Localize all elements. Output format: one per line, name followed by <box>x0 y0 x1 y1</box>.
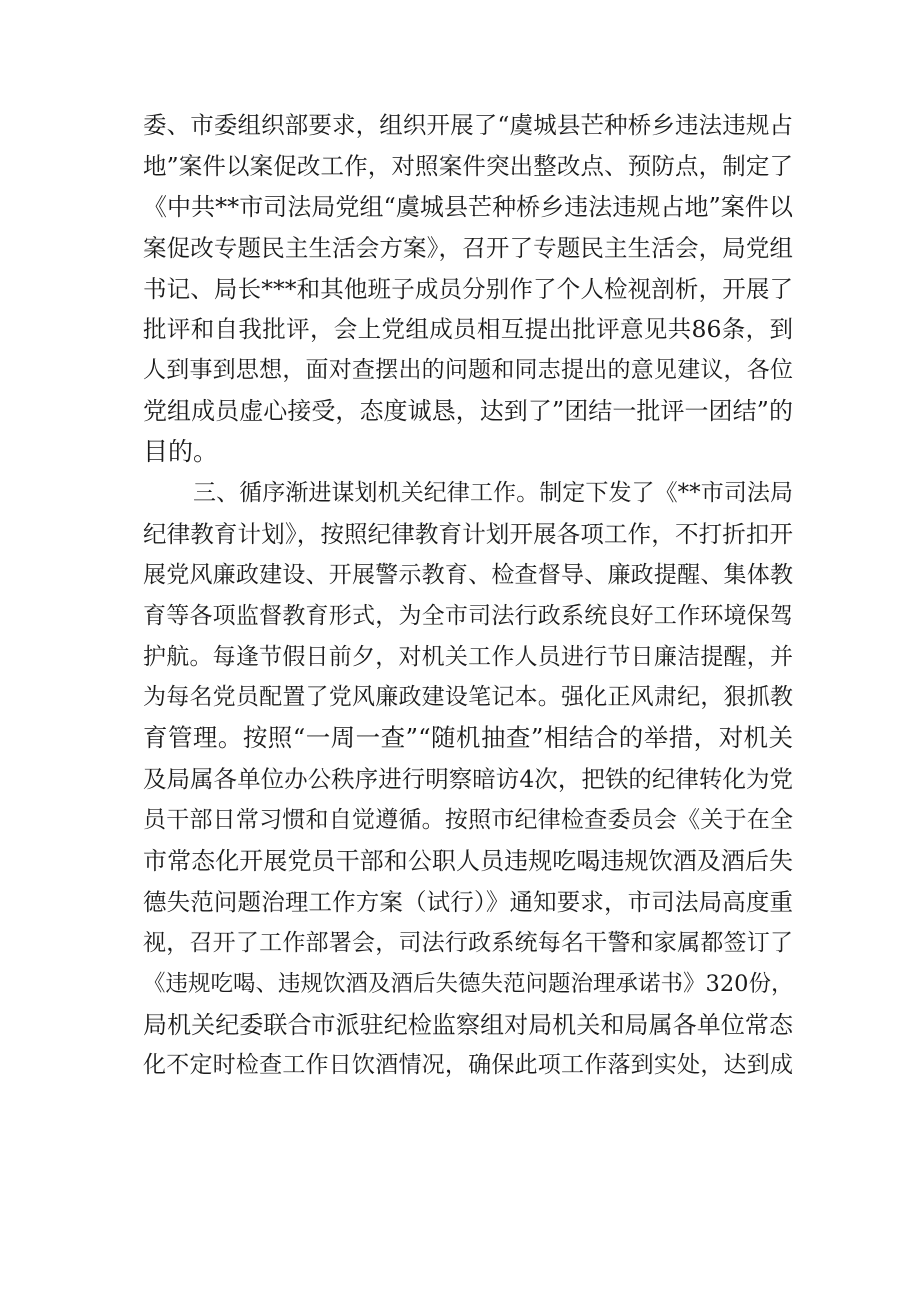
paragraph-2-line: 局机关纪委联合市派驻纪检监察组对局机关和局属各单位常态 <box>143 1010 793 1039</box>
document-body <box>143 105 793 1086</box>
paragraph-1-line: 《中共**市司法局党组“虞城县芒种桥乡违法违规占地”案件以 <box>143 192 793 221</box>
paragraph-2 <box>143 473 793 1086</box>
paragraph-2-line: 市常态化开展党员干部和公职人员违规吃喝违规饮酒及酒后失 <box>143 847 793 876</box>
paragraph-1-line: 目的。 <box>143 437 219 467</box>
paragraph-2-line: 化不定时检查工作日饮酒情况，确保此项工作落到实处，达到成 <box>143 1052 793 1079</box>
paragraph-2-line: 员干部日常习惯和自觉遵循。按照市纪律检查委员会《关于在全 <box>143 807 793 834</box>
paragraph-2-line: 《违规吃喝、违规饮酒及酒后失德失范问题治理承诺书》320份， <box>143 970 794 997</box>
paragraph-1-line: 案促改专题民主生活会方案》，召开了专题民主生活会，局党组 <box>143 233 793 262</box>
paragraph-2-line: 视，召开了工作部署会，司法行政系统每名干警和家属都签订了 <box>143 929 793 956</box>
paragraph-1-line: 书记、局长***和其他班子成员分别作了个人检视剖析，开展了 <box>143 274 793 303</box>
paragraph-1 <box>143 105 793 473</box>
paragraph-2-line: 纪律教育计划》，按照纪律教育计划开展各项工作，不打折扣开 <box>143 519 793 548</box>
paragraph-2-line: 展党风廉政建设、开展警示教育、检查督导、廉政提醒、集体教 <box>143 561 793 588</box>
paragraph-2-line: 为每名党员配置了党风廉政建设笔记本。强化正风肃纪，狠抓教 <box>143 684 793 711</box>
paragraph-1-line: 党组成员虚心接受，态度诚恳，达到了”团结一批评一团结”的 <box>143 397 793 426</box>
paragraph-2-line: 育管理。按照“一周一查”“随机抽查”相结合的举措，对机关 <box>143 723 793 753</box>
paragraph-2-line: 及局属各单位办公秩序进行明察暗访4次，把铁的纪律转化为党 <box>143 765 793 794</box>
paragraph-2-line: 护航。每逢节假日前夕，对机关工作人员进行节日廉洁提醒，并 <box>143 643 793 670</box>
paragraph-1-line: 人到事到思想，面对查摆出的问题和同志提出的意见建议，各位 <box>143 357 793 384</box>
paragraph-1-line: 地”案件以案促改工作，对照案件突出整改点、预防点，制定了 <box>143 151 793 180</box>
paragraph-1-line: 委、市委组织部要求，组织开展了“虞城县芒种桥乡违法违规占 <box>143 111 793 139</box>
paragraph-2-line: 育等各项监督教育形式，为全市司法行政系统良好工作环境保驾 <box>143 602 793 629</box>
paragraph-2-line: 三、循序渐进谋划机关纪律工作。制定下发了《**市司法局 <box>193 480 793 507</box>
paragraph-1-line: 批评和自我批评，会上党组成员相互提出批评意见共86条，到 <box>143 315 793 344</box>
paragraph-2-line: 德失范问题治理工作方案（试行）》通知要求，市司法局高度重 <box>143 887 793 916</box>
